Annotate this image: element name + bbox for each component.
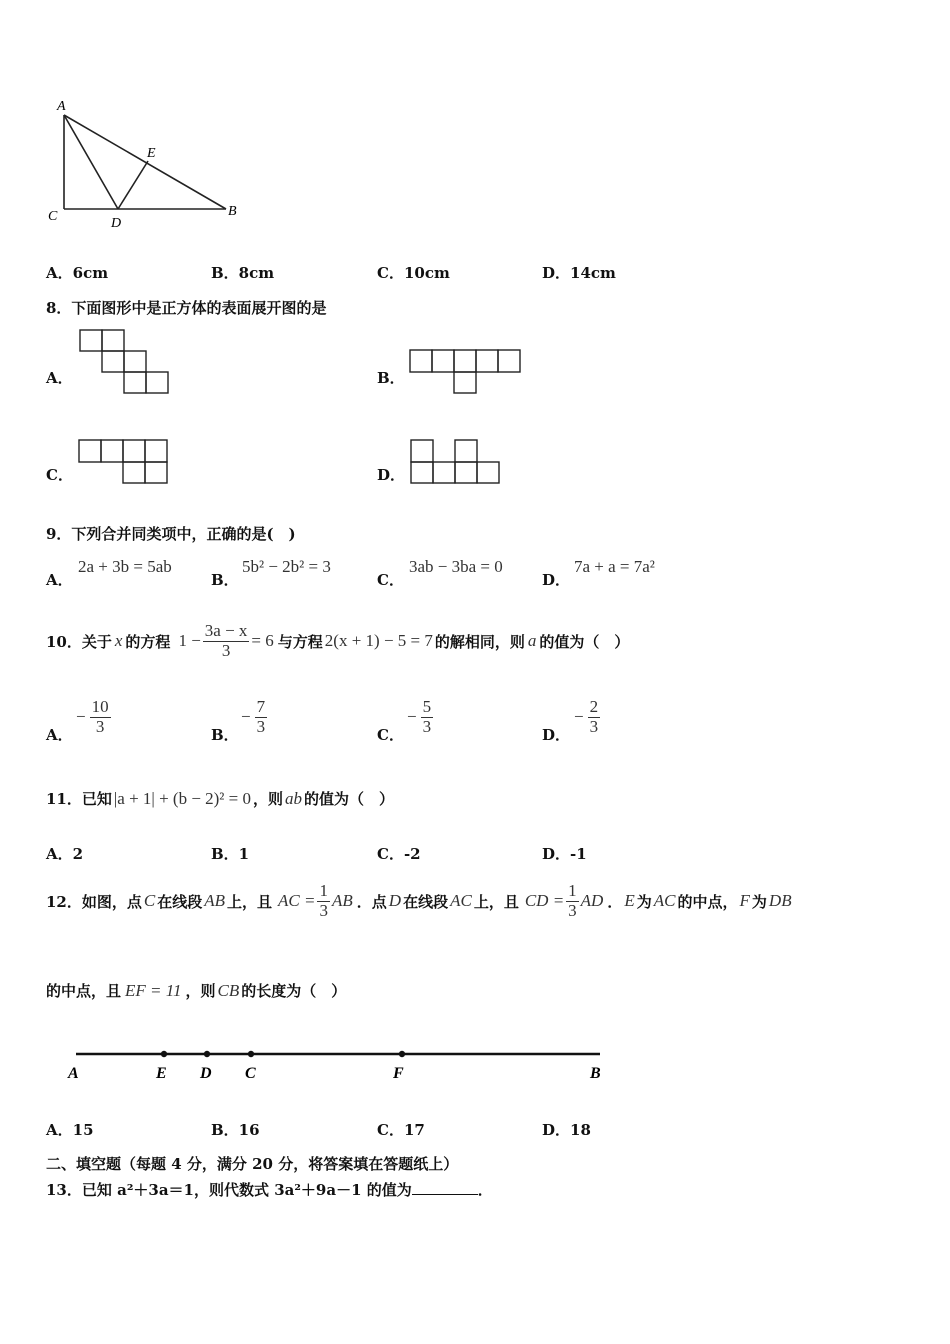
- q12-p2: 在线段: [157, 892, 203, 911]
- q9-expr-c: 3ab − 3ba = 0: [409, 557, 503, 576]
- section2-title: 二、填空题（每题 4 分，满分 20 分，将答案填在答题纸上）: [46, 1155, 459, 1173]
- q12-ac-rhs: AB: [331, 891, 353, 910]
- numerator: 2: [589, 697, 599, 716]
- q9-expr-b: 5b² − 2b² = 3: [242, 557, 331, 576]
- q10-eq2: 2(x + 1) − 5 = 7: [324, 631, 433, 650]
- q12-ab: AB: [204, 891, 226, 910]
- segment-figure: [60, 1040, 620, 1085]
- q10-label-a[interactable]: A．: [46, 726, 73, 744]
- q10-eq1-left: 1 −: [178, 631, 201, 650]
- q12-p8: 为: [636, 892, 652, 911]
- q11-suffix: 的值为（ ）: [304, 790, 395, 808]
- denominator: 3: [568, 900, 577, 920]
- q13-end: ．: [477, 1181, 493, 1199]
- numerator: 10: [91, 697, 109, 716]
- q12-l2-p1: 的中点，且: [46, 982, 122, 1000]
- q12-f: F: [739, 891, 750, 910]
- label-e: E: [147, 146, 156, 161]
- q8-stem: 8．下面图形中是正方体的表面展开图的是: [46, 299, 327, 317]
- q12-p9: 的中点，: [677, 892, 738, 911]
- seg-label-c: C: [245, 1065, 256, 1082]
- q12-p6: 上，且: [473, 892, 519, 911]
- q7-option-c[interactable]: C．10cm: [377, 264, 450, 282]
- q12-p4: ．点: [356, 892, 387, 911]
- q9-label-b[interactable]: B．: [211, 571, 239, 589]
- q12-ac: AC: [450, 891, 472, 910]
- denominator: 3: [95, 716, 105, 736]
- q10-option-d-sign: −: [574, 707, 584, 727]
- q13-text: 13．已知 a²＋3a＝1，则代数式 3a²＋9a－1 的值为: [46, 1181, 412, 1199]
- q10-mid3: 的解相同，则: [434, 632, 525, 651]
- numerator: 1: [319, 880, 328, 900]
- q7-option-d[interactable]: D．14cm: [542, 264, 616, 282]
- label-d: D: [111, 216, 122, 231]
- seg-label-a: A: [68, 1065, 79, 1082]
- answer-blank[interactable]: [412, 1180, 478, 1195]
- q10-label-d[interactable]: D．: [542, 726, 571, 744]
- q11-prefix: 11．已知: [46, 790, 112, 808]
- net-a-figure: [78, 328, 170, 396]
- q9-label-a[interactable]: A．: [46, 571, 73, 589]
- q10-mid1: 的方程: [125, 632, 171, 651]
- numerator: 7: [256, 697, 266, 716]
- label-c: C: [48, 209, 58, 224]
- q12-ac2: AC: [653, 891, 676, 910]
- q10-var-a: a: [527, 631, 537, 650]
- q12-stem-line1: [46, 876, 792, 926]
- q10-option-a: [76, 698, 111, 736]
- q11-expr: |a + 1| + (b − 2)² = 0: [113, 788, 251, 808]
- q9-label-d[interactable]: D．: [542, 571, 571, 589]
- q11-option-a[interactable]: A．2: [46, 845, 84, 863]
- q12-option-c[interactable]: C．17: [377, 1121, 425, 1139]
- q9-stem: 9．下列合并同类项中，正确的是( ): [46, 525, 296, 543]
- q10-option-b-sign: −: [241, 707, 251, 727]
- q12-cd-rhs: AD: [580, 891, 604, 910]
- q12-p10: 为: [751, 892, 767, 911]
- q9-expr-d: 7a + a = 7a²: [574, 557, 655, 576]
- q12-p3: 上，且: [227, 892, 273, 911]
- q11-stem: [46, 788, 394, 809]
- denominator: 3: [319, 900, 328, 920]
- q7-option-b[interactable]: B．8cm: [211, 264, 275, 282]
- q10-suffix: 的值为（ ）: [539, 632, 630, 651]
- q10-option-b-fraction: [255, 698, 268, 736]
- q11-var: ab: [285, 788, 303, 808]
- q9-label-c[interactable]: C．: [377, 571, 404, 589]
- q10-option-a-fraction: [90, 698, 111, 736]
- q12-l2-p3: 的长度为（ ）: [241, 982, 347, 1000]
- q12-option-a[interactable]: A．15: [46, 1121, 94, 1139]
- q11-option-d[interactable]: D．-1: [542, 845, 587, 863]
- q10-option-a-sign: −: [76, 707, 86, 727]
- q10-stem: [46, 616, 629, 666]
- q12-cd-lhs: CD =: [524, 891, 565, 910]
- seg-label-b: B: [590, 1065, 601, 1082]
- q12-ac-lhs: AC =: [278, 891, 316, 910]
- q11-mid: ，则: [253, 790, 284, 808]
- q12-c: C: [143, 891, 156, 910]
- q8-label-b[interactable]: B．: [377, 369, 405, 387]
- q12-p7: ．: [607, 892, 623, 911]
- q10-prefix: 10．关于: [46, 632, 112, 651]
- q10-label-b[interactable]: B．: [211, 726, 239, 744]
- q10-eq1-fraction: [203, 622, 250, 660]
- q12-cd-fraction: [566, 882, 579, 920]
- q11-option-c[interactable]: C．-2: [377, 845, 421, 863]
- q12-d: D: [388, 891, 402, 910]
- denominator: 3: [589, 716, 599, 736]
- q10-option-c-fraction: [421, 698, 434, 736]
- q9-expr-a: 2a + 3b = 5ab: [78, 557, 172, 576]
- q12-stem-line2: [46, 980, 346, 1001]
- numerator: 5: [422, 697, 432, 716]
- label-a: A: [57, 99, 66, 114]
- q12-db: DB: [768, 891, 792, 910]
- q10-option-c: [407, 698, 433, 736]
- net-b-figure: [408, 348, 522, 396]
- q7-option-a[interactable]: A．6cm: [46, 264, 109, 282]
- q13-stem: [46, 1179, 493, 1200]
- q10-label-c[interactable]: C．: [377, 726, 404, 744]
- q8-label-d[interactable]: D．: [377, 466, 406, 484]
- q12-p5: 在线段: [403, 892, 449, 911]
- q8-label-a[interactable]: A．: [46, 369, 73, 387]
- q10-option-d-fraction: [588, 698, 601, 736]
- q11-option-b[interactable]: B．1: [211, 845, 250, 863]
- triangle-figure: [40, 95, 250, 235]
- q10-eq1-numerator: 3a − x: [204, 620, 248, 640]
- q12-p1: 12．如图，点: [46, 892, 142, 911]
- denominator: 3: [256, 716, 266, 736]
- q10-option-d: [574, 698, 600, 736]
- q10-eq1-denominator: 3: [221, 640, 231, 660]
- q12-l2-p2: ，则: [185, 982, 216, 1000]
- seg-label-d: D: [200, 1065, 212, 1082]
- net-c-figure: [77, 438, 169, 486]
- net-d-figure: [409, 438, 501, 486]
- denominator: 3: [422, 716, 432, 736]
- q12-option-d[interactable]: D．18: [542, 1121, 591, 1139]
- seg-label-f: F: [393, 1065, 404, 1082]
- q10-eq1-right: = 6: [251, 631, 274, 650]
- numerator: 1: [568, 880, 577, 900]
- q8-label-c[interactable]: C．: [46, 466, 73, 484]
- q12-option-b[interactable]: B．16: [211, 1121, 260, 1139]
- label-b: B: [228, 204, 237, 219]
- q10-option-b: [241, 698, 267, 736]
- seg-label-e: E: [156, 1065, 167, 1082]
- q12-ac-fraction: [317, 882, 330, 920]
- q12-e: E: [624, 891, 635, 910]
- q12-ef: EF = 11: [125, 980, 182, 1000]
- q10-option-c-sign: −: [407, 707, 417, 727]
- q12-cb: CB: [217, 980, 240, 1000]
- q10-mid2: 与方程: [277, 632, 323, 651]
- q10-var-x: x: [114, 631, 123, 650]
